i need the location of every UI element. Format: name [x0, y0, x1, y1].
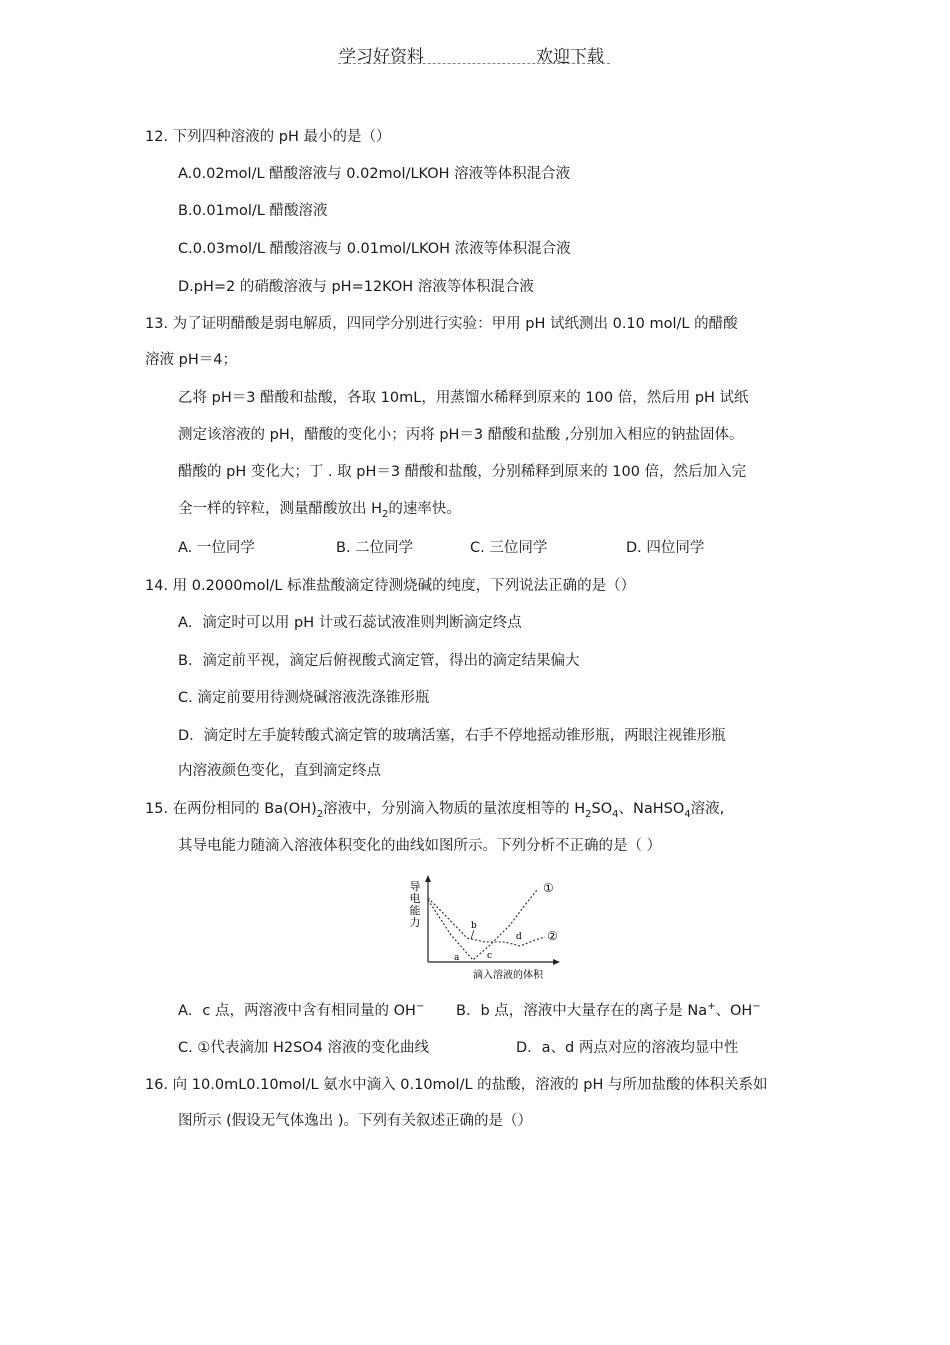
q12-stem: 12. 下列四种溶液的 pH 最小的是（） [145, 129, 391, 145]
q13-option-c: C. 三位同学 [470, 540, 548, 556]
q15-s3-sub: 4 [612, 808, 619, 820]
q15-option-c: C. ①代表滴加 H2SO4 溶液的变化曲线 [178, 1040, 430, 1056]
q15-stem-line1 [145, 800, 724, 818]
curve-2-label: ② [547, 929, 558, 943]
fig-ylabel-4: 力 [409, 916, 421, 929]
q15-s3: SO [591, 801, 613, 817]
q13-line1: 13. 为了证明醋酸是弱电解质，四同学分别进行实验：甲用 pH 试纸测出 0.10 mol/L 的醋酸 [145, 316, 738, 332]
q13-line2: 溶液 pH＝4； [145, 352, 237, 368]
q15-option-a [178, 1002, 424, 1020]
q15-s4-sub: 4 [684, 808, 691, 820]
q15-s2: 溶液中，分别滴入物质的量浓度相等的 H [323, 801, 586, 817]
q15-optA-sup: − [415, 1001, 425, 1013]
q15-optB-sup2: − [752, 1001, 761, 1013]
q15-s1-sub: 2 [316, 808, 324, 820]
q13-option-b: B. 二位同学 [336, 540, 414, 556]
fig-xlabel: 滴入溶液的体积 [473, 970, 543, 981]
fig-ylabel-1: 导 [409, 880, 421, 893]
q15-optB-mid: 、OH [715, 1003, 753, 1019]
q14-stem: 14. 用 0.2000mol/L 标准盐酸滴定待测烧碱的纯度，下列说法正确的是（） [145, 578, 636, 594]
point-c-label: c [487, 951, 493, 961]
point-b-label: b [471, 921, 477, 931]
q13-option-a: A. 一位同学 [178, 540, 255, 556]
point-b-pointer [471, 930, 474, 939]
q15-option-d: D．a、d 两点对应的溶液均显中性 [516, 1040, 739, 1056]
q15-s1: 15. 在两份相同的 Ba(OH) [145, 801, 317, 817]
q15-optB-sup1: + [707, 1001, 716, 1013]
q14-option-d-line2: 内溶液颜色变化，直到滴定终点 [178, 763, 381, 779]
curve-1-label: ① [543, 881, 554, 895]
q12-option-c: C.0.03mol/L 醋酸溶液与 0.01mol/LKOH 浓液等体积混合液 [178, 241, 571, 257]
curve-1 [428, 890, 537, 960]
q12-option-b: B.0.01mol/L 醋酸溶液 [178, 203, 328, 219]
q13-line6-pre: 全一样的锌粒，测量醋酸放出 H [178, 501, 383, 517]
q14-option-b: B．滴定前平视，滴定后俯视酸式滴定管，得出的滴定结果偏大 [178, 653, 580, 669]
point-a-label: a [454, 953, 460, 963]
q13-line6 [178, 500, 461, 518]
q14-option-c: C. 滴定前要用待测烧碱溶液洗涤锥形瓶 [178, 690, 430, 706]
header-divider [338, 63, 610, 64]
q16-line1: 16. 向 10.0mL0.10mol/L 氨水中滴入 0.10mol/L 的盐酸，溶液的 pH 与所加盐酸的体积关系如 [145, 1077, 768, 1093]
q13-line5: 醋酸的 pH 变化大；丁 . 取 pH＝3 醋酸和盐酸，分别稀释到原来的 100 倍，然后加入完 [178, 464, 747, 480]
header-right: 欢迎下载 [536, 47, 604, 67]
q14-option-d-line1: D．滴定时左手旋转酸式滴定管的玻璃活塞，右手不停地摇动锥形瓶，两眼注视锥形瓶 [178, 728, 726, 744]
q13-line6-post: 的速率快。 [388, 501, 461, 517]
q12-option-a: A.0.02mol/L 醋酸溶液与 0.02mol/LKOH 溶液等体积混合液 [178, 166, 571, 182]
q15-optA-text: A．c 点，两溶液中含有相同量的 OH [178, 1003, 416, 1019]
q13-line6-sub: 2 [382, 508, 389, 520]
y-axis-arrow [425, 875, 431, 882]
q12-option-d: D.pH=2 的硝酸溶液与 pH=12KOH 溶液等体积混合液 [178, 279, 534, 295]
curve-2 [428, 898, 545, 946]
conductivity-figure [395, 870, 575, 985]
q15-s2-sub: 2 [585, 808, 592, 820]
point-d-label: d [516, 932, 522, 942]
q15-optB-text: B．b 点，溶液中大量存在的离子是 Na [456, 1003, 708, 1019]
q16-line2: 图所示 (假设无气体逸出 )。下列有关叙述正确的是（） [178, 1113, 533, 1129]
q13-line3: 乙将 pH＝3 醋酸和盐酸，各取 10mL，用蒸馏水稀释到原来的 100 倍，然后用 pH 试纸 [178, 390, 749, 406]
q15-option-b [456, 1002, 761, 1020]
fig-ylabel-2: 电 [409, 892, 421, 905]
fig-ylabel-3: 能 [409, 904, 421, 917]
q15-stem-line2: 其导电能力随滴入溶液体积变化的曲线如图所示。下列分析不正确的是（ ） [178, 838, 662, 854]
header-left: 学习好资料 [339, 47, 424, 67]
q13-option-d: D. 四位同学 [626, 540, 705, 556]
q14-option-a: A．滴定时可以用 pH 计或石蕊试液准则判断滴定终点 [178, 615, 522, 631]
q15-s5: 溶液, [690, 801, 725, 817]
q15-s4: 、NaHSO [618, 801, 685, 817]
x-axis-arrow [553, 959, 560, 965]
q13-line4: 测定该溶液的 pH，醋酸的变化小；丙将 pH＝3 醋酸和盐酸 ,分别加入相应的钠盐固体。 [178, 427, 744, 443]
